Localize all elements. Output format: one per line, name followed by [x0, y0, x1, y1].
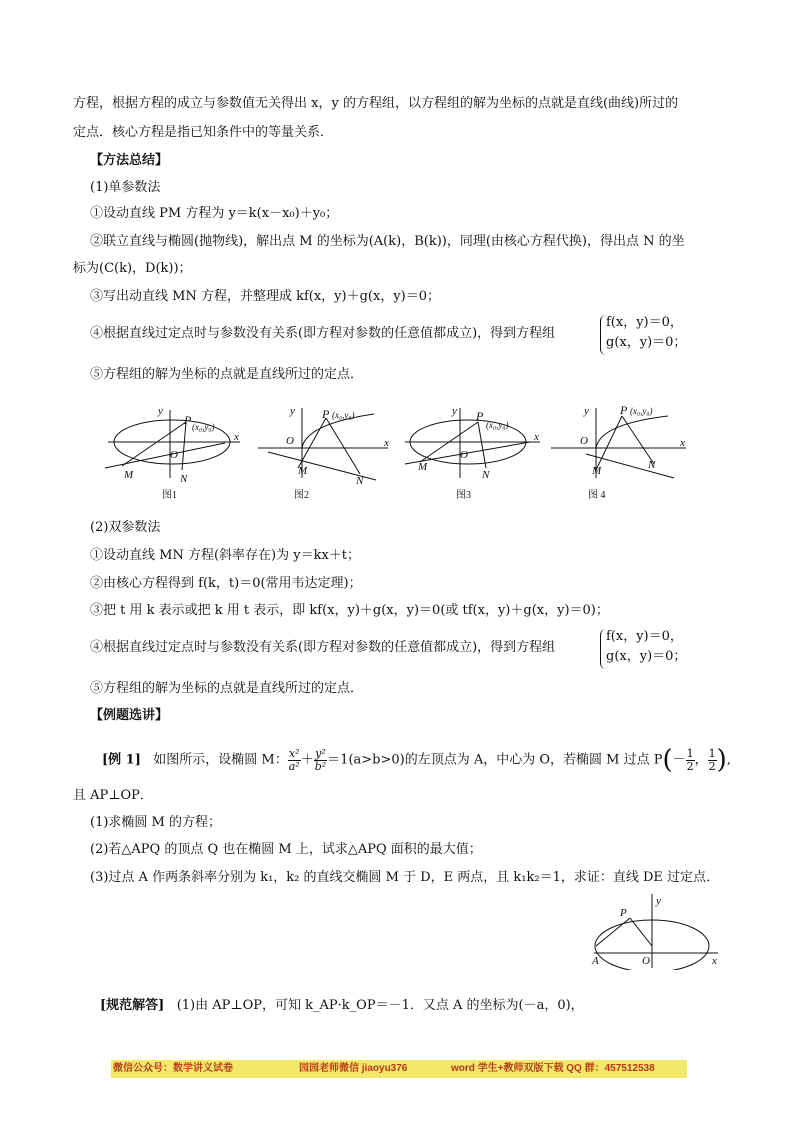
- fraction-x2-a2: [288, 748, 301, 773]
- footer-teacher: 园园老师微信 jiaoyu376: [299, 1063, 408, 1074]
- numerator: 1: [708, 746, 716, 760]
- caption-4: 图 4: [588, 490, 606, 501]
- numerator: y²: [315, 746, 326, 760]
- comma: ，: [694, 752, 708, 768]
- example-heading: 【例题选讲】: [90, 708, 169, 723]
- m-label: M: [418, 461, 428, 473]
- line-pn: [622, 416, 654, 464]
- question-1: (1)求椭圆 M 的方程；: [90, 815, 221, 830]
- p-label: P: [620, 403, 628, 417]
- n-label: N: [356, 475, 364, 487]
- y-label: y: [452, 405, 457, 417]
- p-label: P: [322, 407, 330, 421]
- n-label: N: [482, 469, 490, 481]
- example-figure: [590, 892, 725, 970]
- numerator: x²: [288, 746, 300, 760]
- caption-2: 图2: [294, 490, 309, 501]
- single-param-title: (1)单参数法: [90, 180, 161, 195]
- line-pn: [182, 422, 186, 470]
- p-label: P: [620, 907, 627, 919]
- a-label: A: [592, 955, 599, 967]
- solution-label: [规范解答]: [100, 998, 165, 1013]
- x-label: x: [712, 955, 717, 967]
- system-eq-1: f(x，y)＝0，: [606, 315, 683, 330]
- method-summary-heading: 【方法总结】: [90, 153, 169, 168]
- line-pm: [596, 416, 622, 470]
- intro-line-1: 方程，根据方程的成立与参数值无关得出 x，y 的方程组，以方程组的解为坐标的点就是直线(曲线)所过的: [73, 96, 679, 111]
- origin-label: O: [170, 449, 178, 461]
- y-label: y: [656, 895, 661, 907]
- minus-sign: －: [672, 752, 686, 768]
- double-step-3: ③把 t 用 k 表示或把 k 用 t 表示，即 kf(x，y)＋g(x，y)＝0(或 tf(x，y)＋g(x，y)＝0)；: [90, 603, 609, 618]
- double-step-1: ①设动直线 MN 方程(斜率存在)为 y＝kx＋t；: [90, 548, 361, 563]
- question-3: (3)过点 A 作两条斜率分别为 k₁，k₂ 的直线交椭圆 M 于 D，E 两点，且 k₁k₂＝1，求证：直线 DE 过定点．: [90, 870, 720, 885]
- left-paren: (: [662, 745, 673, 775]
- origin-label: O: [580, 435, 588, 447]
- example-text-1: 如图所示，设椭圆 M：: [153, 752, 288, 768]
- x-label: x: [234, 431, 239, 443]
- segment-ap: [596, 918, 630, 946]
- example-label: [例 1]: [102, 752, 141, 768]
- denominator: b²: [314, 759, 327, 773]
- intro-line-2: 定点．核心方程是指已知条件中的等量关系．: [73, 125, 334, 140]
- double-system: [606, 627, 686, 667]
- x-label: x: [680, 437, 685, 449]
- denominator: 2: [686, 759, 694, 773]
- p-coord-label: (x₀,y₀): [630, 406, 653, 416]
- question-2: (2)若△APQ 的顶点 Q 也在椭圆 M 上，试求△APQ 面积的最大值；: [90, 842, 482, 857]
- double-step-2: ②由核心方程得到 f(k，t)＝0(常用韦达定理)；: [90, 576, 362, 591]
- figure-1: [105, 410, 240, 478]
- m-label: M: [298, 465, 308, 477]
- y-label: y: [290, 405, 295, 417]
- n-label: N: [180, 473, 188, 485]
- fraction-half: [686, 748, 695, 773]
- single-step-4: ④根据直线过定点时与参数没有关系(即方程对参数的任意值都成立)，得到方程组: [90, 326, 556, 341]
- m-label: M: [124, 469, 134, 481]
- single-system: [606, 313, 686, 353]
- double-step-5: ⑤方程组的解为坐标的点就是直线所过的定点．: [90, 681, 364, 696]
- caption-3: 图3: [456, 490, 471, 501]
- double-param-title: (2)双参数法: [90, 520, 161, 535]
- segment-po: [630, 918, 652, 946]
- origin-label: O: [642, 955, 650, 967]
- system-eq-1: f(x，y)＝0，: [606, 629, 683, 644]
- denominator: a²: [288, 759, 300, 773]
- solution-text: (1)由 AP⊥OP，可知 k_AP·k_OP＝－1．又点 A 的坐标为(－a，0)，: [176, 998, 584, 1013]
- p-coord-label: (x₀,y₀): [486, 420, 509, 430]
- right-paren: ): [716, 745, 727, 775]
- p-coord-label: (x₀,y₀): [192, 422, 215, 432]
- origin-label: O: [460, 449, 468, 461]
- numerator: 1: [686, 746, 694, 760]
- single-step-2b: 标为(C(k)，D(k))；: [73, 261, 192, 276]
- caption-1: 图1: [162, 490, 177, 501]
- x-label: x: [534, 431, 539, 443]
- x-label: x: [384, 437, 389, 449]
- single-step-3: ③写出动直线 MN 方程，并整理成 kf(x，y)＋g(x，y)＝0；: [90, 289, 441, 304]
- single-step-5: ⑤方程组的解为坐标的点就是直线所过的定点．: [90, 367, 364, 382]
- system-eq-2: g(x，y)＝0；: [606, 335, 687, 350]
- fraction-y2-b2: [314, 748, 327, 773]
- line-pn: [326, 418, 360, 474]
- system-eq-2: g(x，y)＝0；: [606, 649, 687, 664]
- figure-4: [551, 408, 686, 478]
- example-text-2: ＝1(a>b>0)的左顶点为 A，中心为 O，若椭圆 M 过点 P: [327, 752, 663, 768]
- m-label: M: [592, 465, 602, 477]
- origin-label: O: [286, 435, 294, 447]
- footer-qq-group: word 学生+教师双版下载 QQ 群：457512538: [451, 1063, 655, 1074]
- single-step-2a: ②联立直线与椭圆(抛物线)，解出点 M 的坐标为(A(k)，B(k))，同理(由核心方程代换)，得出点 N 的坐: [90, 234, 685, 249]
- footer-wechat: 微信公众号：数学讲义试卷: [113, 1063, 233, 1074]
- p-label: P: [184, 413, 192, 427]
- n-label: N: [648, 459, 656, 471]
- denominator: 2: [708, 759, 716, 773]
- solution-line: [100, 998, 584, 1014]
- double-step-4: ④根据直线过定点时与参数没有关系(即方程对参数的任意值都成立)，得到方程组: [90, 640, 556, 655]
- y-label: y: [158, 405, 163, 417]
- p-coord-label: (x₀,y₀): [332, 410, 355, 420]
- footer-banner: [111, 1060, 687, 1078]
- fraction-half: [708, 748, 717, 773]
- single-step-1: ①设动直线 PM 方程为 y＝k(x－x₀)＋y₀；: [90, 206, 339, 221]
- line-pn: [478, 422, 486, 468]
- y-label: y: [584, 405, 589, 417]
- example-1-statement: [例 1] 如图所示，设椭圆 M： $\frac{\text{x²}}{\text{a²}}$ ＋ $\frac{\text{y²}}{\text{b²}}$ ＝1(a>b>0)的左顶点为 A，中心为 O，若椭圆 M 过点 P(－ $\frac{1}{2}$ ， $\frac{1}{2}$ ),: [102, 745, 731, 775]
- plus-sign: ＋: [300, 752, 314, 768]
- parabola: [596, 416, 668, 448]
- p-label: P: [476, 409, 484, 423]
- example-line-2: 且 AP⊥OP．: [73, 788, 153, 803]
- method-figures: [100, 398, 700, 506]
